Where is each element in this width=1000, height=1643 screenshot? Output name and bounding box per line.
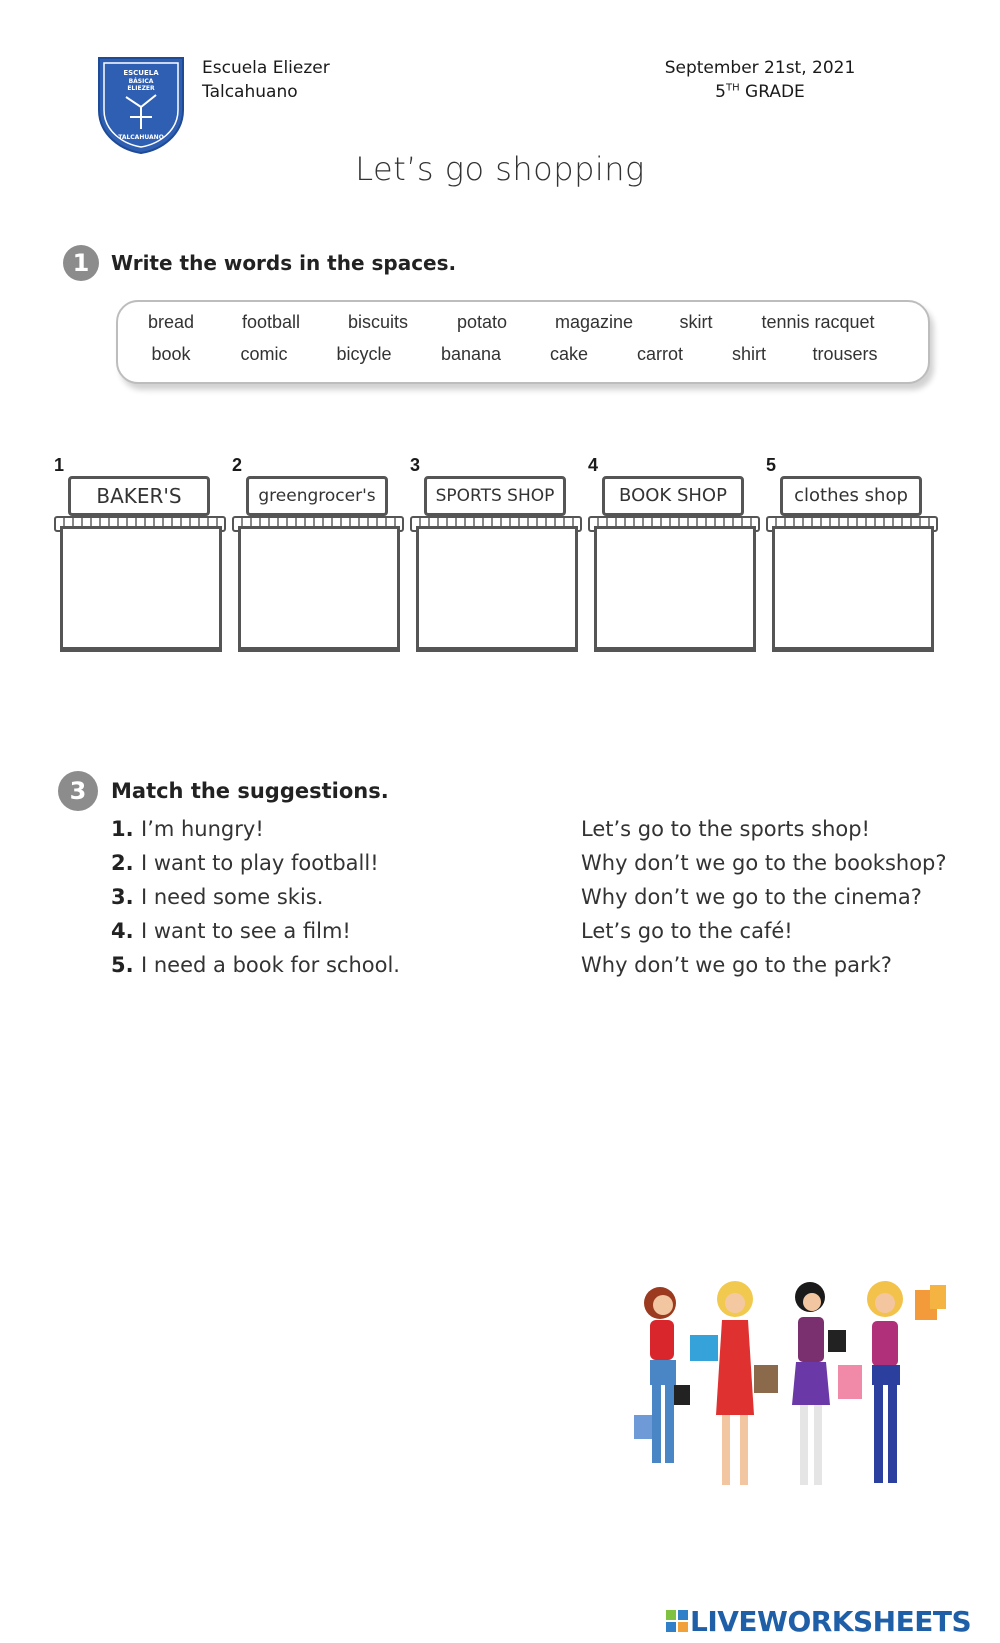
word-football: football <box>241 312 301 332</box>
word-bicycle: bicycle <box>336 344 392 364</box>
word-book: book <box>151 344 191 364</box>
match-left-5: 5. I need a book for school. <box>111 953 400 977</box>
shop-sign-bakers: BAKER'S <box>68 476 210 516</box>
match-right-5[interactable]: Why don’t we go to the park? <box>581 953 892 977</box>
section3-number: 3 <box>58 771 98 811</box>
svg-text:ESCUELA: ESCUELA <box>123 69 159 77</box>
answer-box-book-shop[interactable] <box>594 526 756 652</box>
match-left-2: 2. I want to play football! <box>111 851 379 875</box>
shop-sign-sports-shop: SPORTS SHOP <box>424 476 566 516</box>
answer-box-bakers[interactable] <box>60 526 222 652</box>
match-left-4: 4. I want to see a film! <box>111 919 351 943</box>
section3-instruction: Match the suggestions. <box>111 779 389 803</box>
word-tennis-racquet: tennis racquet <box>761 312 875 332</box>
match-right-list <box>581 817 981 987</box>
svg-text:BÁSICA: BÁSICA <box>128 78 154 85</box>
word-trousers: trousers <box>812 344 878 364</box>
shop-sign-greengrocers: greengrocer's <box>246 476 388 516</box>
word-carrot: carrot <box>636 344 684 364</box>
shop-greengrocers <box>232 470 400 648</box>
word-bank <box>116 300 930 384</box>
shop-book-shop <box>588 470 756 648</box>
word-comic: comic <box>240 344 288 364</box>
match-right-2[interactable]: Why don’t we go to the bookshop? <box>581 851 947 875</box>
shop-number-4: 4 <box>588 455 599 475</box>
grade: 5TH GRADE <box>715 82 805 102</box>
svg-text:TALCAHUANO: TALCAHUANO <box>118 134 164 141</box>
shop-sports-shop <box>410 470 578 648</box>
word-skirt: skirt <box>679 312 713 332</box>
shop-sign-clothes-shop: clothes shop <box>780 476 922 516</box>
shop-number-1: 1 <box>54 455 65 475</box>
section1-number: 1 <box>63 245 99 281</box>
shop-number-5: 5 <box>766 455 777 475</box>
shop-clothes-shop <box>766 470 934 648</box>
date-block <box>640 56 880 104</box>
liveworksheets-logo-icon <box>666 1610 688 1632</box>
match-right-3[interactable]: Why don’t we go to the cinema? <box>581 885 922 909</box>
shopping-women-illustration <box>630 1275 960 1525</box>
shop-number-2: 2 <box>232 455 243 475</box>
date: September 21st, 2021 <box>664 58 856 78</box>
svg-text:ELIEZER: ELIEZER <box>127 85 155 92</box>
answer-box-clothes-shop[interactable] <box>772 526 934 652</box>
liveworksheets-brand[interactable]: LIVEWORKSHEETS <box>690 1605 972 1638</box>
match-right-1[interactable]: Let’s go to the sports shop! <box>581 817 870 841</box>
answer-box-greengrocers[interactable] <box>238 526 400 652</box>
match-left-list <box>111 817 531 987</box>
match-right-4[interactable]: Let’s go to the café! <box>581 919 793 943</box>
shop-number-3: 3 <box>410 455 421 475</box>
match-left-1: 1. I’m hungry! <box>111 817 264 841</box>
word-cake: cake <box>549 344 589 364</box>
section1-instruction: Write the words in the spaces. <box>111 251 457 275</box>
shop-bakers <box>54 470 222 648</box>
school-info <box>202 56 330 104</box>
word-banana: banana <box>440 344 502 364</box>
word-bread: bread <box>147 312 195 332</box>
word-potato: potato <box>456 312 508 332</box>
school-city: Talcahuano <box>202 82 298 102</box>
word-shirt: shirt <box>731 344 767 364</box>
page-title: Let’s go shopping <box>355 150 645 188</box>
word-magazine: magazine <box>554 312 634 332</box>
answer-box-sports-shop[interactable] <box>416 526 578 652</box>
word-biscuits: biscuits <box>347 312 409 332</box>
match-left-3: 3. I need some skis. <box>111 885 324 909</box>
shop-sign-book-shop: BOOK SHOP <box>602 476 744 516</box>
school-name: Escuela Eliezer <box>202 58 330 78</box>
school-logo <box>96 55 186 155</box>
